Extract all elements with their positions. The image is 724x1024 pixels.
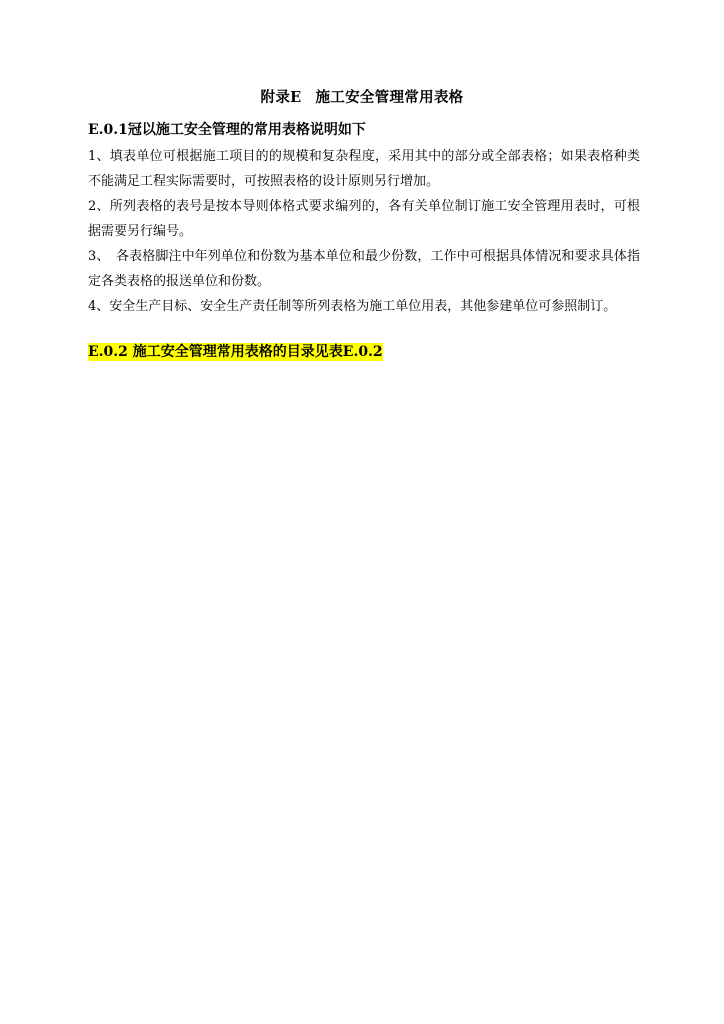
section-heading-e01: E.0.1冠以施工安全管理的常用表格说明如下 [88,122,366,138]
document-body [88,120,640,362]
paragraph-item-1: 1、填表单位可根据施工项目的的规模和复杂程度，采用其中的部分或全部表格；如果表格种类不能满足工程实际需要时，可按照表格的设计原则另行增加。 [88,149,640,189]
title-main: 施工安全管理常用表格 [315,89,464,106]
paragraph-item-2: 2、所列表格的表号是按本导则体格式要求编列的，各有关单位制订施工安全管理用表时，可根据需要另行编号。 [88,199,640,239]
paragraph-item-4: 4、安全生产目标、安全生产责任制等所列表格为施工单位用表，其他参建单位可参照制订。 [88,299,617,314]
section-e02 [88,341,640,362]
paragraph-item-3: 3、 各表格脚注中年列单位和份数为基本单位和最少份数，工作中可根据具体情况和要求具体指定各类表格的报送单位和份数。 [88,249,640,289]
title-prefix: 附录E [260,89,302,106]
document-title [0,86,724,107]
section-heading-e02-highlighted: E.0.2 施工安全管理常用表格的目录见表E.0.2 [88,344,383,360]
